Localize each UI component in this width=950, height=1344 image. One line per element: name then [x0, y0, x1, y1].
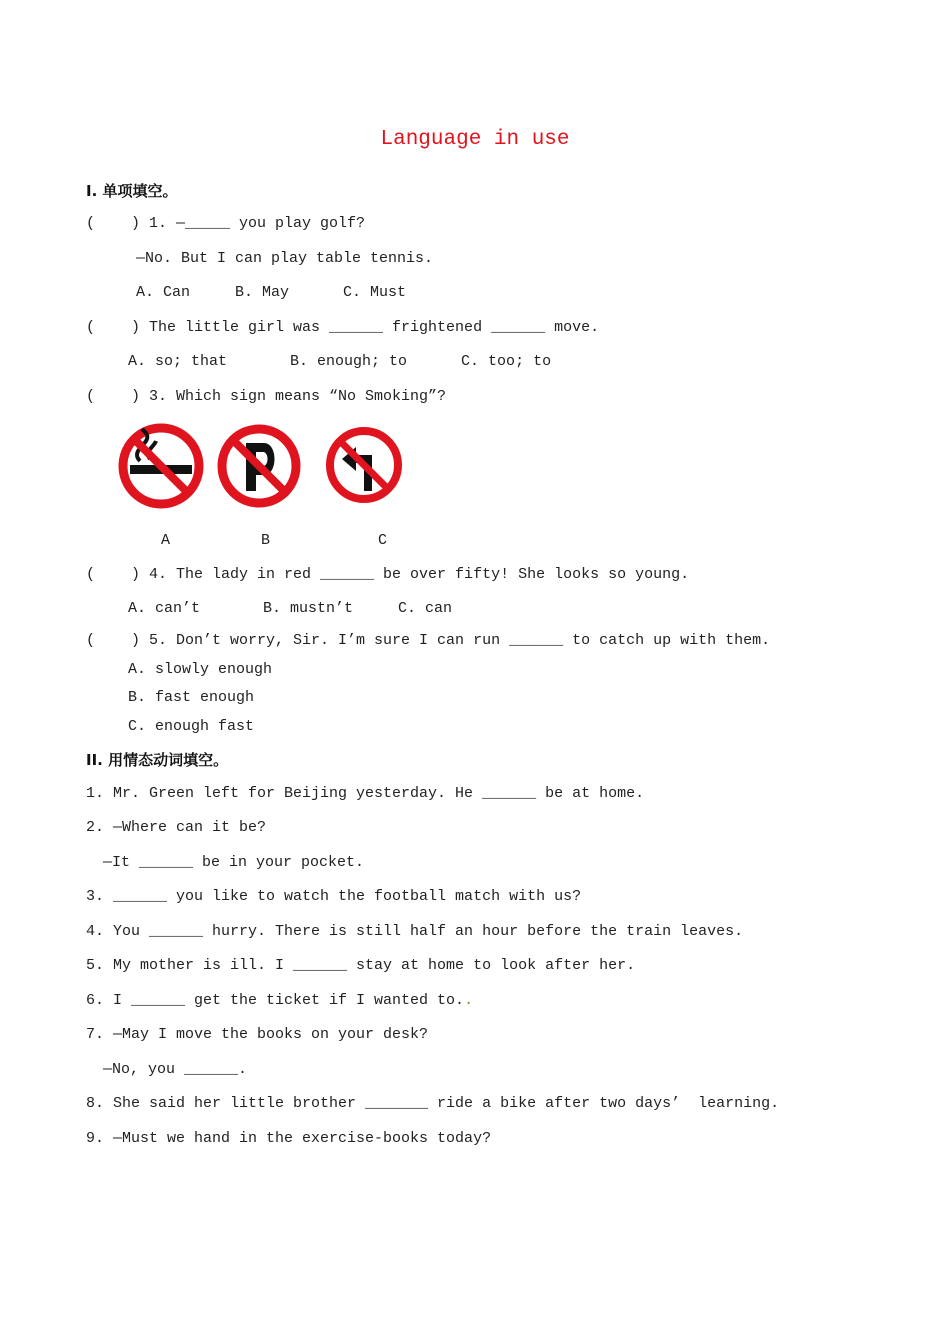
section-1-heading: I. 单项填空。	[86, 182, 178, 200]
fill-item-5: 5. My mother is ill. I ______ stay at home to look after her.	[86, 957, 636, 974]
sign-label-c: C	[378, 532, 388, 549]
no-parking-sign-icon	[216, 421, 302, 511]
fill-item-1: 1. Mr. Green left for Beijing yesterday. He ______ be at home.	[86, 785, 645, 802]
fill-item-6-text: 6. I ______ get the ticket if I wanted to.	[86, 992, 465, 1009]
question-1-reply: —No. But I can play table tennis.	[136, 250, 434, 267]
fill-item-9: 9. —Must we hand in the exercise-books today?	[86, 1130, 492, 1147]
page-title: Language in use	[380, 128, 570, 151]
no-left-turn-sign-icon	[324, 425, 404, 507]
question-2-stem: ( ) The little girl was ______ frightened ______ move.	[86, 319, 600, 336]
fill-item-4: 4. You ______ hurry. There is still half an hour before the train leaves.	[86, 923, 744, 940]
fill-item-2-reply: —It ______ be in your pocket.	[94, 854, 365, 871]
sign-images	[116, 421, 436, 516]
question-1-options: A. Can B. May C. Must	[136, 284, 407, 301]
sign-label-a: A	[161, 532, 171, 549]
question-3-stem: ( ) 3. Which sign means “No Smoking”?	[86, 388, 447, 405]
fill-item-7: 7. —May I move the books on your desk?	[86, 1026, 429, 1043]
question-4-options: A. can’t B. mustn’t C. can	[128, 600, 453, 617]
question-4-stem: ( ) 4. The lady in red ______ be over fifty! She looks so young.	[86, 566, 690, 583]
question-5-option-a: A. slowly enough	[128, 661, 273, 678]
question-2-options: A. so; that B. enough; to C. too; to	[128, 353, 552, 370]
fill-item-7-reply: —No, you ______.	[94, 1061, 248, 1078]
fill-item-6: 6. I ______ get the ticket if I wanted to..	[86, 992, 474, 1009]
section-2-heading: II. 用情态动词填空。	[86, 751, 229, 769]
question-5-stem: ( ) 5. Don’t worry, Sir. I’m sure I can run ______ to catch up with them.	[86, 632, 771, 649]
fill-item-8: 8. She said her little brother _______ ride a bike after two days’ learning.	[86, 1095, 780, 1112]
sign-label-b: B	[261, 532, 271, 549]
fill-item-3: 3. ______ you like to watch the football match with us?	[86, 888, 582, 905]
question-1-stem: ( ) 1. —_____ you play golf?	[86, 215, 366, 232]
question-5-option-c: C. enough fast	[128, 718, 255, 735]
question-5-option-b: B. fast enough	[128, 689, 255, 706]
no-smoking-sign-icon	[116, 421, 206, 511]
fill-item-2: 2. —Where can it be?	[86, 819, 267, 836]
